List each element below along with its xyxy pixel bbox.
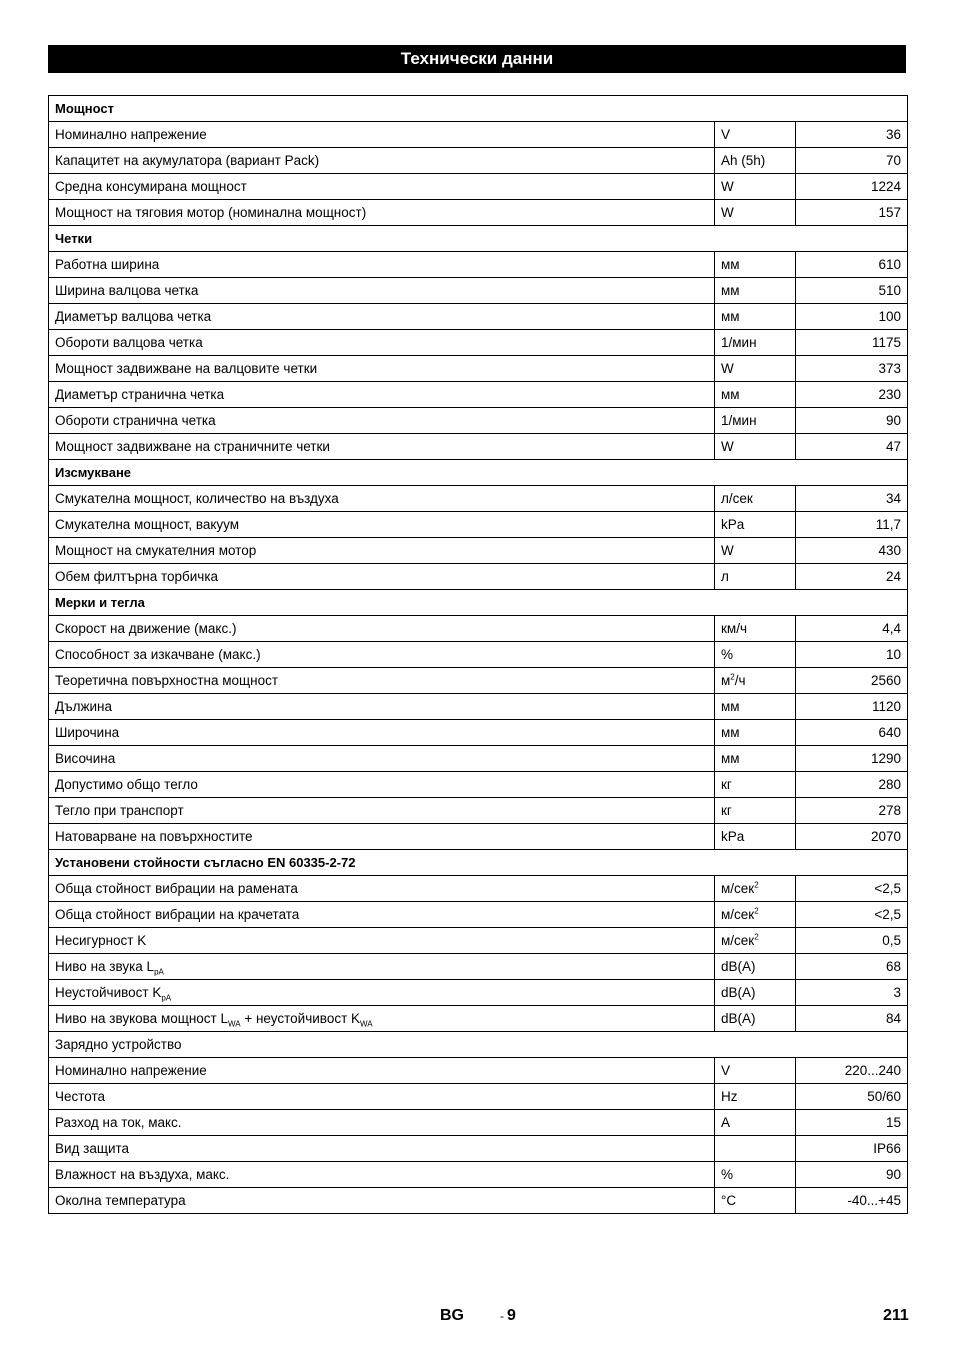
row-label-text: Средна консумирана мощност	[55, 179, 247, 194]
row-unit	[715, 1110, 796, 1136]
row-label	[49, 616, 715, 642]
table-row	[49, 1136, 908, 1162]
row-unit-text: W	[721, 543, 734, 558]
row-label-text: Височина	[55, 751, 116, 766]
section-header-row	[49, 96, 908, 122]
footer-language: BG	[440, 1307, 464, 1324]
row-label-text: Несигурност K	[55, 933, 147, 948]
row-unit	[715, 278, 796, 304]
row-value: 11,7	[796, 512, 908, 538]
table-row	[49, 694, 908, 720]
row-unit	[715, 1084, 796, 1110]
table-row	[49, 616, 908, 642]
row-unit	[715, 330, 796, 356]
row-value: 36	[796, 122, 908, 148]
table-row	[49, 512, 908, 538]
row-label-text: Способност за изкачване (макс.)	[55, 647, 261, 662]
row-unit-text: W	[721, 179, 734, 194]
row-value: -40...+45	[796, 1188, 908, 1214]
section-header-row	[49, 226, 908, 252]
table-row	[49, 980, 908, 1006]
row-label	[49, 746, 715, 772]
row-unit	[715, 1136, 796, 1162]
row-label-text: Мощност на смукателния мотор	[55, 543, 257, 558]
table-row	[49, 1006, 908, 1032]
row-unit-text: мм	[721, 725, 740, 740]
row-value: 47	[796, 434, 908, 460]
row-value: 4,4	[796, 616, 908, 642]
row-label	[49, 148, 715, 174]
row-unit	[715, 512, 796, 538]
row-unit	[715, 1058, 796, 1084]
row-label-text: Работна ширина	[55, 257, 160, 272]
row-unit	[715, 304, 796, 330]
row-value: 278	[796, 798, 908, 824]
row-unit-text: kPa	[721, 829, 745, 844]
table-row	[49, 642, 908, 668]
row-label-text: Натоварване на повърхностите	[55, 829, 253, 844]
row-value: 84	[796, 1006, 908, 1032]
row-unit-text: Hz	[721, 1089, 738, 1104]
row-value: 10	[796, 642, 908, 668]
page-title: Технически данни	[48, 45, 906, 73]
table-row	[49, 720, 908, 746]
row-value: 430	[796, 538, 908, 564]
table-row	[49, 252, 908, 278]
footer-dash: -	[500, 1309, 504, 1323]
row-value: 1290	[796, 746, 908, 772]
row-label	[49, 330, 715, 356]
row-label	[49, 928, 715, 954]
table-row	[49, 1188, 908, 1214]
table-row	[49, 1084, 908, 1110]
table-row	[49, 122, 908, 148]
table-row	[49, 928, 908, 954]
row-unit-text: V	[721, 127, 731, 142]
row-value: 640	[796, 720, 908, 746]
row-unit	[715, 174, 796, 200]
table-row	[49, 772, 908, 798]
table-row	[49, 1058, 908, 1084]
table-row	[49, 434, 908, 460]
row-unit-text: кг	[721, 803, 732, 818]
row-value: 0,5	[796, 928, 908, 954]
row-unit	[715, 954, 796, 980]
row-label-continuation: + неустойчивост K	[240, 1011, 361, 1026]
section-header-row	[49, 1032, 908, 1058]
row-label-text: Влажност на въздуха, макс.	[55, 1167, 230, 1182]
row-value: 610	[796, 252, 908, 278]
row-value: <2,5	[796, 902, 908, 928]
section-title: Зарядно устройство	[49, 1032, 908, 1058]
table-row	[49, 382, 908, 408]
table-row	[49, 200, 908, 226]
row-label	[49, 408, 715, 434]
row-label	[49, 824, 715, 850]
table-row	[49, 278, 908, 304]
row-label-text: Обща стойност вибрации на крачетата	[55, 907, 300, 922]
row-unit-text: кг	[721, 777, 732, 792]
row-label-text: Мощност на тяговия мотор (номинална мощност)	[55, 205, 367, 220]
row-value: 68	[796, 954, 908, 980]
row-label	[49, 980, 715, 1006]
row-label-text: Номинално напрежение	[55, 127, 207, 142]
section-header-row	[49, 460, 908, 486]
row-label-text: Дължина	[55, 699, 112, 714]
row-label	[49, 720, 715, 746]
row-label-text: Тегло при транспорт	[55, 803, 184, 818]
row-value: 3	[796, 980, 908, 1006]
row-unit	[715, 356, 796, 382]
table-row	[49, 876, 908, 902]
row-unit	[715, 902, 796, 928]
row-unit-text: 1/мин	[721, 335, 757, 350]
row-unit-text: dB(A)	[721, 985, 756, 1000]
row-label-text: Вид защита	[55, 1141, 130, 1156]
row-label-text: Честота	[55, 1089, 106, 1104]
row-label	[49, 200, 715, 226]
row-unit	[715, 1006, 796, 1032]
row-unit-text: м/сек	[721, 907, 755, 922]
row-unit	[715, 668, 796, 694]
table-row	[49, 408, 908, 434]
row-unit	[715, 382, 796, 408]
row-unit-superscript: 2	[730, 672, 735, 682]
table-row	[49, 304, 908, 330]
row-label	[49, 538, 715, 564]
footer-page-number: 211	[883, 1307, 909, 1324]
row-unit-superscript: 2	[754, 880, 759, 890]
row-label-subscript: pA	[154, 967, 164, 977]
row-label	[49, 174, 715, 200]
table-row	[49, 564, 908, 590]
row-value: 90	[796, 408, 908, 434]
row-label-subscript: WA	[360, 1019, 373, 1029]
row-label-text: Диаметър валцова четка	[55, 309, 212, 324]
row-value: 230	[796, 382, 908, 408]
table-row	[49, 486, 908, 512]
row-unit	[715, 1162, 796, 1188]
row-unit-text: °C	[721, 1193, 737, 1208]
table-row	[49, 538, 908, 564]
row-label-text: Диаметър странична четка	[55, 387, 225, 402]
row-label-text: Ширина валцова четка	[55, 283, 199, 298]
row-label	[49, 954, 715, 980]
row-unit	[715, 980, 796, 1006]
row-label	[49, 278, 715, 304]
row-label-text: Скорост на движение (макс.)	[55, 621, 237, 636]
row-unit	[715, 564, 796, 590]
row-unit-text: W	[721, 439, 734, 454]
row-label-text: Обща стойност вибрации на рамената	[55, 881, 298, 896]
row-label-text: Ниво на звука L	[55, 959, 155, 974]
row-unit	[715, 772, 796, 798]
row-label	[49, 1162, 715, 1188]
row-label	[49, 1058, 715, 1084]
row-unit-text: %	[721, 1167, 734, 1182]
row-unit-text: W	[721, 205, 734, 220]
row-label-subscript: pA	[161, 993, 172, 1003]
table-row	[49, 798, 908, 824]
row-value: 70	[796, 148, 908, 174]
row-label-text: Допустимо общо тегло	[55, 777, 198, 792]
row-value: 2070	[796, 824, 908, 850]
row-value: 90	[796, 1162, 908, 1188]
row-unit	[715, 616, 796, 642]
row-unit	[715, 798, 796, 824]
row-unit	[715, 1188, 796, 1214]
row-unit	[715, 642, 796, 668]
table-row	[49, 902, 908, 928]
row-unit-text: м/сек	[721, 881, 755, 896]
row-unit-text: мм	[721, 283, 740, 298]
row-unit-superscript: 2	[754, 932, 759, 942]
row-unit-text: dB(A)	[721, 959, 756, 974]
row-label	[49, 876, 715, 902]
row-unit-text: V	[721, 1063, 731, 1078]
row-label	[49, 1110, 715, 1136]
row-label-text: Смукателна мощност, вакуум	[55, 517, 240, 532]
row-value: 15	[796, 1110, 908, 1136]
technical-data-body	[49, 96, 908, 1214]
table-row	[49, 1110, 908, 1136]
row-unit	[715, 434, 796, 460]
row-unit-text: л	[721, 569, 729, 584]
row-label	[49, 252, 715, 278]
row-unit-text: мм	[721, 257, 740, 272]
section-title: Мерки и тегла	[49, 590, 908, 616]
row-unit	[715, 824, 796, 850]
row-label	[49, 772, 715, 798]
row-unit-text: %	[721, 647, 734, 662]
row-label-subscript: WA	[228, 1019, 241, 1029]
row-label	[49, 1188, 715, 1214]
row-value: 50/60	[796, 1084, 908, 1110]
row-label	[49, 642, 715, 668]
table-row	[49, 824, 908, 850]
row-unit	[715, 252, 796, 278]
row-label-text: Теоретична повърхностна мощност	[55, 673, 279, 688]
row-unit	[715, 148, 796, 174]
row-label-text: Номинално напрежение	[55, 1063, 207, 1078]
row-unit-text: мм	[721, 309, 740, 324]
table-row	[49, 148, 908, 174]
technical-data-table	[48, 95, 908, 1214]
row-unit-text: W	[721, 361, 734, 376]
row-label	[49, 304, 715, 330]
row-value: 1224	[796, 174, 908, 200]
row-unit-superscript: 2	[754, 906, 759, 916]
row-value: 1175	[796, 330, 908, 356]
row-unit	[715, 746, 796, 772]
row-label-text: Мощност задвижване на страничните четки	[55, 439, 330, 454]
row-unit-text: мм	[721, 751, 740, 766]
table-row	[49, 668, 908, 694]
row-label	[49, 382, 715, 408]
table-row	[49, 356, 908, 382]
table-row	[49, 174, 908, 200]
row-unit	[715, 408, 796, 434]
row-label-text: Разход на ток, макс.	[55, 1115, 182, 1130]
row-unit	[715, 694, 796, 720]
row-value: 1120	[796, 694, 908, 720]
table-row	[49, 330, 908, 356]
row-unit	[715, 538, 796, 564]
row-value: <2,5	[796, 876, 908, 902]
row-label	[49, 798, 715, 824]
section-title: Установени стойности съгласно EN 60335-2-72	[49, 850, 908, 876]
row-label-text: Неустойчивост K	[55, 985, 162, 1000]
row-value: 100	[796, 304, 908, 330]
section-header-row	[49, 850, 908, 876]
row-label	[49, 356, 715, 382]
row-unit-text: A	[721, 1115, 731, 1130]
row-label	[49, 512, 715, 538]
row-unit-text: 1/мин	[721, 413, 757, 428]
footer-section-page-number: 9	[507, 1307, 516, 1324]
row-label	[49, 1084, 715, 1110]
table-row	[49, 954, 908, 980]
row-label	[49, 668, 715, 694]
row-label-text: Обороти валцова четка	[55, 335, 203, 350]
row-label	[49, 902, 715, 928]
row-value: 2560	[796, 668, 908, 694]
row-unit-text: л/сек	[721, 491, 753, 506]
row-unit-text: мм	[721, 387, 740, 402]
row-unit-text: м/сек	[721, 933, 755, 948]
row-unit-text: км/ч	[721, 621, 747, 636]
section-header-row	[49, 590, 908, 616]
row-value: 220...240	[796, 1058, 908, 1084]
row-label-text: Смукателна мощност, количество на въздуха	[55, 491, 339, 506]
row-value: 373	[796, 356, 908, 382]
row-label-text: Ниво на звукова мощност L	[55, 1011, 228, 1026]
row-label	[49, 122, 715, 148]
row-label-text: Капацитет на акумулатора (вариант Pack)	[55, 153, 320, 168]
row-value: 280	[796, 772, 908, 798]
row-label-text: Обем филтърна торбичка	[55, 569, 219, 584]
row-unit-suffix: /ч	[734, 673, 746, 688]
row-value: IP66	[796, 1136, 908, 1162]
row-value: 510	[796, 278, 908, 304]
row-unit-text: мм	[721, 699, 740, 714]
row-unit	[715, 122, 796, 148]
row-unit-text: Ah (5h)	[721, 153, 766, 168]
row-label	[49, 1136, 715, 1162]
row-unit	[715, 720, 796, 746]
row-unit-text: dB(A)	[721, 1011, 756, 1026]
footer-section-page	[500, 1307, 516, 1325]
row-label	[49, 564, 715, 590]
row-value: 157	[796, 200, 908, 226]
table-row	[49, 746, 908, 772]
row-label-text: Обороти странична четка	[55, 413, 216, 428]
row-label	[49, 694, 715, 720]
row-unit	[715, 200, 796, 226]
row-label	[49, 486, 715, 512]
row-value: 24	[796, 564, 908, 590]
row-unit	[715, 486, 796, 512]
row-label-text: Околна температура	[55, 1193, 186, 1208]
row-label	[49, 434, 715, 460]
row-unit	[715, 876, 796, 902]
section-title: Четки	[49, 226, 908, 252]
table-row	[49, 1162, 908, 1188]
row-unit-text: м	[721, 673, 731, 688]
row-label-text: Мощност задвижване на валцовите четки	[55, 361, 318, 376]
section-title: Мощност	[49, 96, 908, 122]
row-unit	[715, 928, 796, 954]
section-title: Изсмукване	[49, 460, 908, 486]
row-label	[49, 1006, 715, 1032]
row-label-text: Широчина	[55, 725, 120, 740]
row-unit-text: kPa	[721, 517, 745, 532]
row-value: 34	[796, 486, 908, 512]
